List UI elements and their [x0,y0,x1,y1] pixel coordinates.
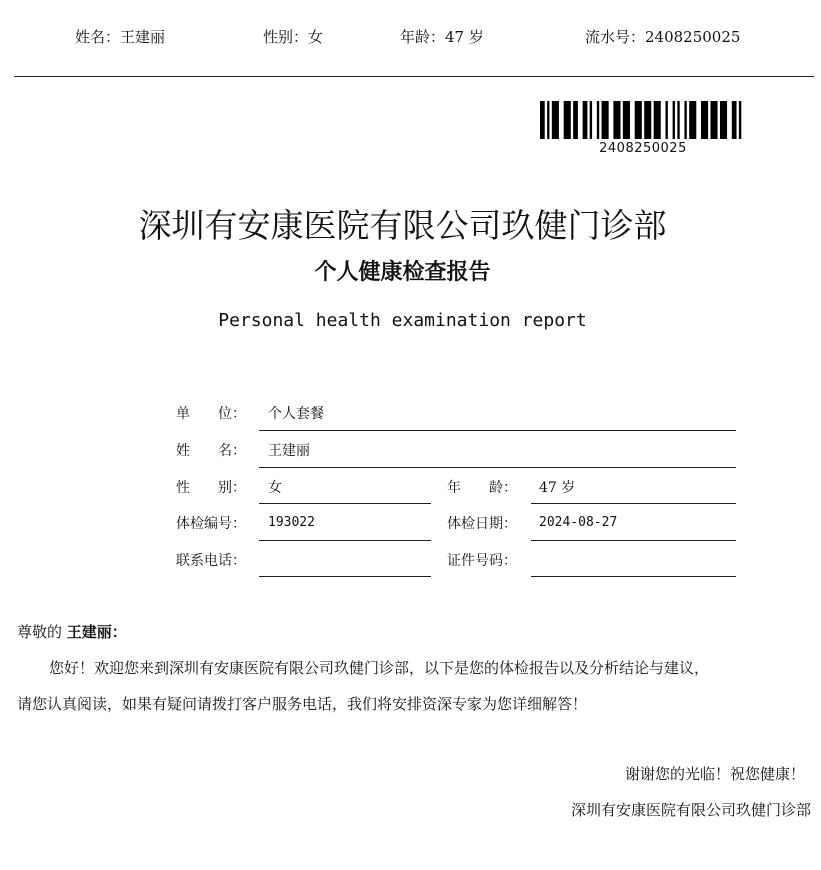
barcode-bar [701,101,708,139]
age-value: 47 岁 [539,480,576,496]
barcode-bar [623,101,630,139]
barcode-bar [644,101,651,139]
exam-no-value: 193022 [268,515,315,530]
letter-line-1: 您好！欢迎您来到深圳有安康医院有限公司玖健门诊部，以下是您的体检报告以及分析结论与建议， [49,659,710,677]
exam-date-value: 2024-08-27 [539,515,618,530]
barcode-bar [732,101,737,139]
report-title-en: Personal health examination report [218,310,587,331]
age-label: 年 龄： [447,480,517,496]
phone-label: 联系电话： [176,553,246,569]
name-value: 王建丽 [268,443,310,459]
barcode-bar [665,101,667,139]
barcode-bar [590,101,592,139]
header-name: 姓名：王建丽 [75,28,166,46]
header-age: 年龄：47 岁 [400,28,484,46]
recipient-name: 王建丽： [66,623,127,641]
exam-no-underline [259,540,431,541]
barcode-bar [673,101,675,139]
barcode-bar [602,101,609,139]
hospital-name: 深圳有安康医院有限公司玖健门诊部 [138,206,667,245]
barcode-bar [573,101,578,139]
barcode-bar [547,101,549,139]
gender-value: 女 [268,480,282,496]
header-gender: 性别：女 [263,28,324,46]
gender-label: 性 别： [176,480,246,496]
id-label: 证件号码： [447,553,517,569]
exam-date-label: 体检日期： [447,516,517,532]
barcode-bar [635,101,642,139]
barcode-number: 2408250025 [599,141,687,156]
name-label: 姓 名： [176,443,246,459]
barcode-bar [583,101,588,139]
barcode-bar [564,101,571,139]
age-underline [531,503,736,504]
barcode-bar [684,101,686,139]
salutation-prefix: 尊敬的 [17,623,63,641]
phone-underline [259,576,431,577]
barcode-bar [597,101,599,139]
exam-date-underline [531,540,736,541]
signature: 深圳有安康医院有限公司玖健门诊部 [570,801,811,819]
barcode-bar [710,101,717,139]
barcode-bar [552,101,559,139]
barcode-bar [654,101,661,139]
unit-underline [259,430,736,431]
report-title-cn: 个人健康检查报告 [314,260,491,285]
header-divider [14,76,814,77]
thanks-text: 谢谢您的光临！祝您健康！ [624,765,805,783]
barcode-bar [540,101,545,139]
exam-no-label: 体检编号： [176,516,246,532]
barcode-bar [677,101,679,139]
barcode-image [540,101,746,139]
barcode-bar [613,101,620,139]
gender-underline [259,503,431,504]
header-serial: 流水号：2408250025 [585,28,741,46]
unit-label: 单 位： [176,406,246,422]
barcode-bar [739,101,741,139]
name-underline [259,467,736,468]
salutation [17,621,127,642]
barcode-bar [689,101,696,139]
barcode-bar [720,101,727,139]
unit-value: 个人套餐 [268,406,324,422]
letter-line-2: 请您认真阅读，如果有疑问请拨打客户服务电话，我们将安排资深专家为您详细解答！ [17,695,588,713]
id-underline [531,576,736,577]
